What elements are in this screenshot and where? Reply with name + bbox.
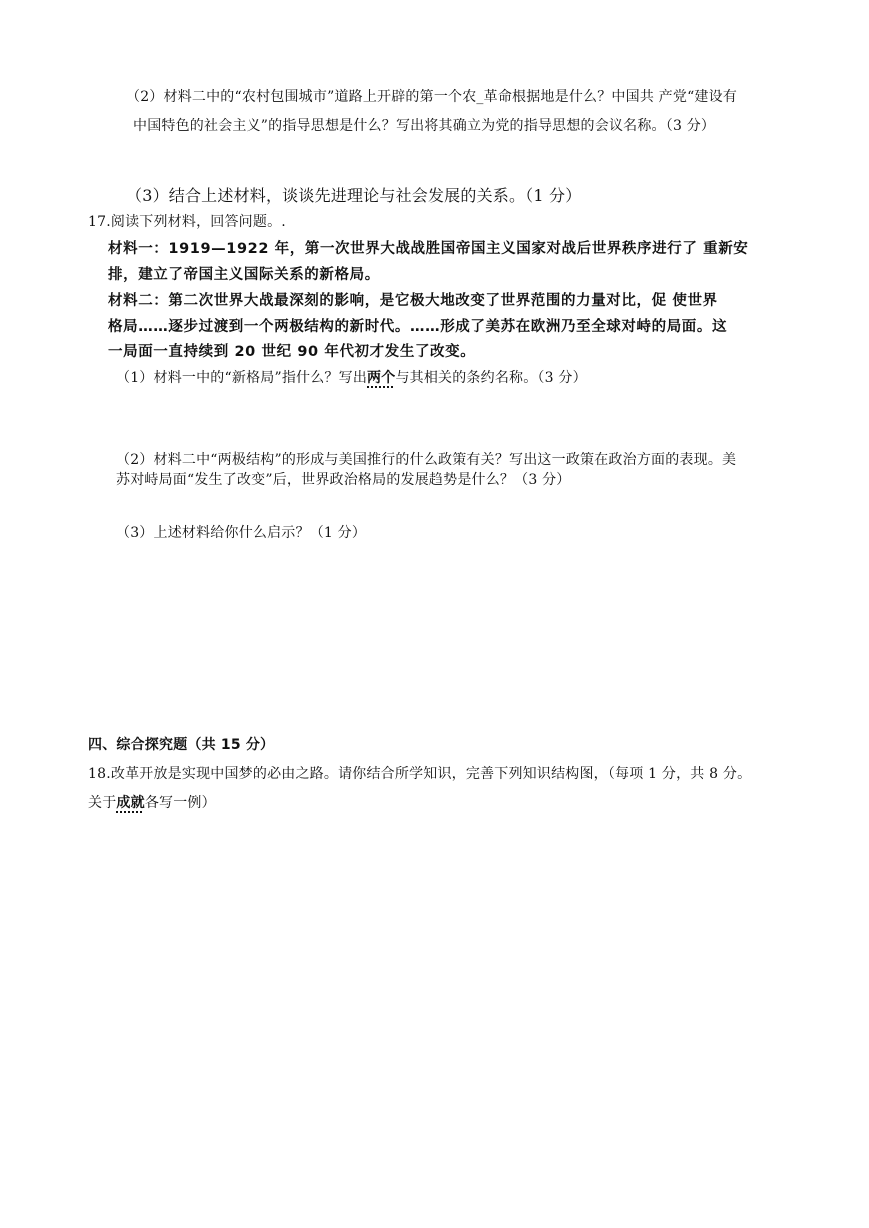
q18-line2 bbox=[88, 793, 216, 813]
q17-part1-after: 与其相关的条约名称。（3 分） bbox=[395, 370, 587, 386]
q17-part1 bbox=[116, 368, 587, 388]
q17-material1-line1: 材料一：1919—1922 年，第一次世界大战战胜国帝国主义国家对战后世界秩序进行了 重新安 bbox=[108, 241, 749, 257]
q18-line1: 18.改革开放是实现中国梦的必由之路。请你结合所学知识，完善下列知识结构图，（每项 1 分，共 8 分。 bbox=[88, 766, 752, 782]
q17-intro: 17.阅读下列材料，回答问题。. bbox=[88, 214, 286, 230]
q17-material2-line1: 材料二：第二次世界大战最深刻的影响，是它极大地改变了世界范围的力量对比，促 使世界 bbox=[108, 293, 718, 309]
q18-line2-emphasis: 成就 bbox=[116, 795, 145, 811]
q17-part2-line1: （2）材料二中“两极结构”的形成与美国推行的什么政策有关？写出这一政策在政治方面的表现。美 bbox=[116, 452, 737, 468]
q17-part2-line2: 苏对峙局面“发生了改变”后，世界政治格局的发展趋势是什么？（3 分） bbox=[116, 472, 571, 488]
q17-material1-line2: 排，建立了帝国主义国际关系的新格局。 bbox=[108, 267, 380, 283]
section4-heading: 四、综合探究题（共 15 分） bbox=[88, 737, 275, 753]
q18-line2-after: 各写一例） bbox=[144, 795, 216, 811]
q17-part1-before: （1）材料一中的“新格局”指什么？写出 bbox=[116, 370, 368, 386]
q17-part3: （3）上述材料给你什么启示？（1 分） bbox=[116, 525, 367, 541]
q16-part3: （3）结合上述材料，谈谈先进理论与社会发展的关系。（1 分） bbox=[126, 186, 582, 205]
q16-part2-line2: 中国特色的社会主义”的指导思想是什么？写出将其确立为党的指导思想的会议名称。（3 分） bbox=[133, 118, 716, 134]
q17-material2-line3: 一局面一直持续到 20 世纪 90 年代初才发生了改变。 bbox=[108, 344, 476, 360]
q16-part2-line1: （2）材料二中的“农村包围城市”道路上开辟的第一个农_革命根据地是什么？中国共 产党“建设有 bbox=[126, 89, 738, 105]
q18-line2-before: 关于 bbox=[88, 795, 117, 811]
q17-material2-line2: 格局……逐步过渡到一个两极结构的新时代。……形成了美苏在欧洲乃至全球对峙的局面。这 bbox=[108, 319, 728, 335]
q17-part1-emphasis: 两个 bbox=[367, 370, 396, 386]
